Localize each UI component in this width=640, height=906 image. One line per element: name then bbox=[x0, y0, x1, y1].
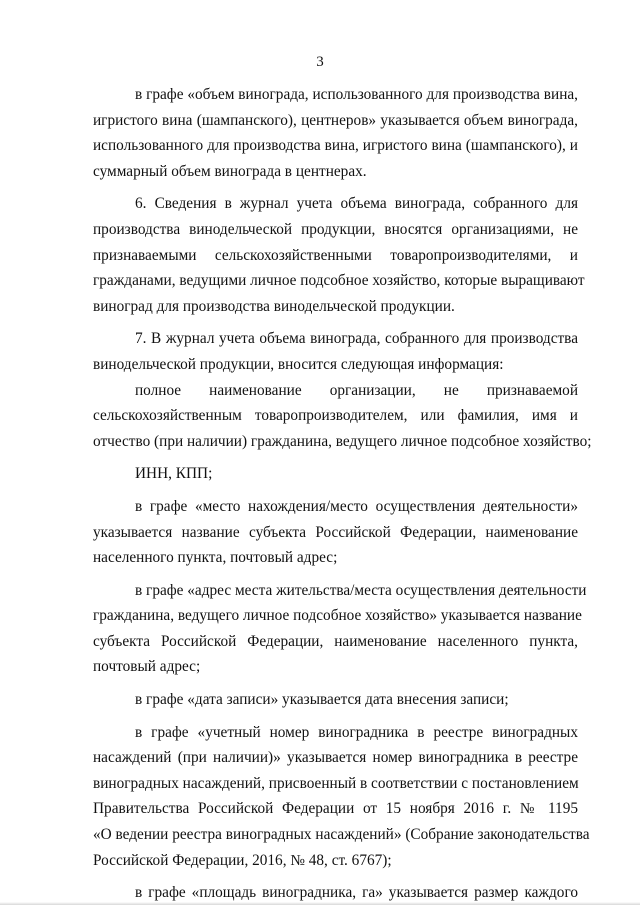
text-line: Российской Федерации, 2016, № 48, ст. 6767); bbox=[93, 851, 392, 869]
text-line: гражданами, ведущими личное подсобное хозяйство, которые выращивают bbox=[93, 272, 585, 290]
text-line: полное наименование организации, не признаваемой bbox=[135, 381, 578, 399]
text-line: виноград для производства винодельческой продукции. bbox=[93, 297, 455, 315]
text-line: в графе «учетный номер виноградника в реестре виноградных bbox=[135, 723, 578, 741]
text-line: «О ведении реестра виноградных насаждений» (Собрание законодательства bbox=[93, 826, 590, 844]
text-line: 6. Сведения в журнал учета объема винограда, собранного для bbox=[135, 195, 578, 213]
text-line: виноградных насаждений, присвоенный в соответствии с постановлением bbox=[93, 774, 579, 792]
text-line: производства винодельческой продукции, вносятся организациями, не bbox=[93, 220, 578, 238]
text-line: в графе «адрес места жительства/места осуществления деятельности bbox=[135, 581, 587, 599]
text-line: отчество (при наличии) гражданина, ведущего личное подсобное хозяйство; bbox=[93, 432, 592, 450]
text-line: использованного для производства вина, игристого вина (шампанского), и bbox=[93, 137, 578, 155]
text-line: в графе «дата записи» указывается дата внесения записи; bbox=[135, 691, 509, 709]
text-line: гражданина, ведущего личное подсобное хозяйство» указывается название bbox=[93, 607, 582, 625]
text-line: указывается название субъекта Российской Федерации, наименование bbox=[93, 523, 578, 541]
page-number: 3 bbox=[316, 54, 324, 70]
document-body bbox=[93, 82, 592, 906]
text-line: суммарный объем винограда в центнерах. bbox=[93, 162, 367, 180]
text-line: признаваемыми сельскохозяйственными товаропроизводителями, и bbox=[93, 246, 578, 264]
text-line: почтовый адрес; bbox=[93, 658, 201, 676]
text-line: в графе «объем винограда, использованного для производства вина, bbox=[135, 86, 578, 103]
text-line: игристого вина (шампанского), центнеров» указывается объем винограда, bbox=[93, 111, 578, 129]
text-line: в графе «площадь виноградника, га» указывается размер каждого bbox=[135, 884, 578, 902]
text-line: винодельческой продукции, вносится следующая информация: bbox=[93, 355, 504, 373]
text-line: населенного пункта, почтовый адрес; bbox=[93, 549, 338, 567]
text-line: сельскохозяйственным товаропроизводителем, или фамилия, имя и bbox=[93, 407, 578, 425]
text-line: субъекта Российской Федерации, наименование населенного пункта, bbox=[93, 632, 578, 650]
text-line: в графе «место нахождения/место осуществления деятельности» bbox=[135, 497, 578, 515]
text-line: Правительства Российской Федерации от 15 ноября 2016 г. № 1195 bbox=[93, 800, 578, 818]
text-line: ИНН, КПП; bbox=[135, 465, 213, 483]
text-line: 7. В журнал учета объема винограда, собранного для производства bbox=[135, 330, 578, 348]
text-line: насаждений (при наличии)» указывается номер виноградника в реестре bbox=[93, 749, 578, 767]
